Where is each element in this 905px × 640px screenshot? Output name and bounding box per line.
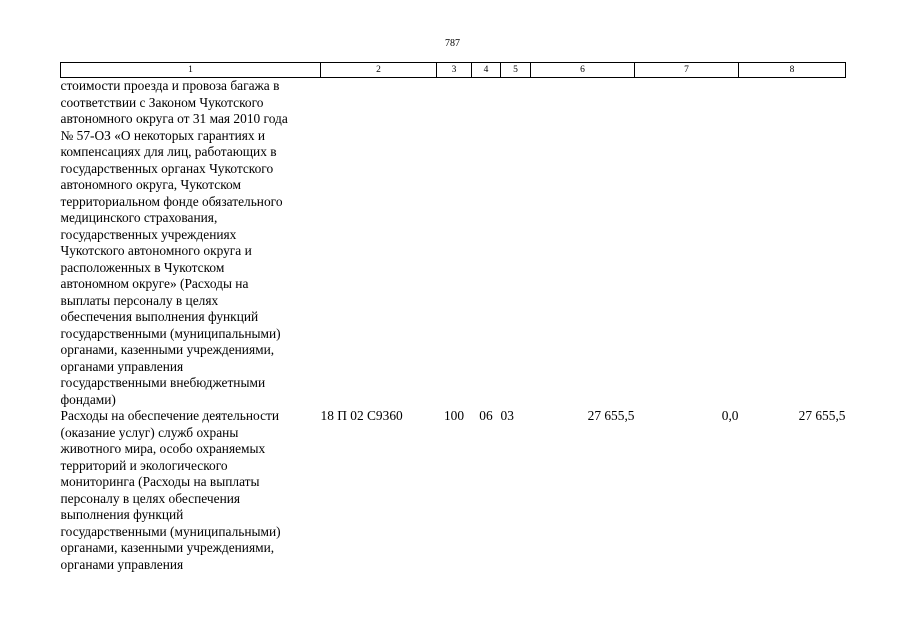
subsection-code bbox=[501, 78, 531, 409]
amount-column-7: 0,0 bbox=[721, 408, 739, 423]
description-line: государственных учреждениях bbox=[60, 226, 237, 242]
description-line: государственными внебюджетными bbox=[60, 375, 266, 390]
table-header-row bbox=[61, 63, 846, 78]
page-number: 787 bbox=[445, 38, 460, 49]
budget-table bbox=[60, 62, 846, 573]
amount-column-6 bbox=[531, 78, 635, 409]
description-line: выплаты персоналу в целях bbox=[60, 292, 219, 308]
column-header-3: 3 bbox=[437, 63, 472, 78]
description-line: Расходы на обеспечение деятельности bbox=[60, 408, 280, 423]
column-header-4: 4 bbox=[472, 63, 501, 78]
description-line: фондами) bbox=[60, 391, 116, 407]
description-line: персоналу в целях обеспечения bbox=[60, 490, 241, 506]
target-article-code bbox=[321, 78, 437, 409]
description-line: медицинского страхования, bbox=[60, 210, 218, 225]
description-line: стоимости проезда и провоза багажа в bbox=[60, 78, 280, 93]
amount-column-7 bbox=[635, 78, 739, 409]
subsection-code: 03 bbox=[500, 408, 514, 423]
column-header-5: 5 bbox=[501, 63, 531, 78]
description-line: мониторинга (Расходы на выплаты bbox=[60, 474, 260, 489]
column-header-6: 6 bbox=[531, 63, 635, 78]
section-code: 06 bbox=[479, 408, 493, 423]
description-line: № 57-ОЗ «О некоторых гарантиях и bbox=[60, 127, 266, 143]
amount-column-8 bbox=[739, 78, 846, 409]
description-line: территорий и экологического bbox=[60, 457, 228, 473]
description-line: соответствии с Законом Чукотского bbox=[60, 94, 264, 110]
section-code bbox=[472, 78, 501, 409]
description-line: органами, казенными учреждениями, bbox=[60, 342, 275, 357]
description-line: органами, казенными учреждениями, bbox=[60, 540, 275, 555]
description-line: государственных органах Чукотского bbox=[60, 160, 274, 176]
description-line: автономного округа, Чукотском bbox=[60, 177, 241, 192]
row-description bbox=[61, 78, 321, 409]
description-line: государственными (муниципальными) bbox=[60, 523, 281, 539]
amount-column-8: 27 655,5 bbox=[798, 408, 846, 423]
description-line: территориальном фонде обязательного bbox=[60, 193, 283, 209]
description-line: органами управления bbox=[60, 358, 184, 374]
description-line: выполнения функций bbox=[60, 507, 184, 522]
description-line: компенсациях для лиц, работающих в bbox=[60, 144, 277, 159]
column-header-2: 2 bbox=[321, 63, 437, 78]
description-line: Чукотского автономного округа и bbox=[60, 243, 252, 258]
table-row bbox=[61, 78, 846, 409]
column-header-8: 8 bbox=[739, 63, 846, 78]
column-header-7: 7 bbox=[635, 63, 739, 78]
column-header-1: 1 bbox=[61, 63, 321, 78]
target-article-code: 18 П 02 С9360 bbox=[320, 408, 403, 423]
description-line: обеспечения выполнения функций bbox=[60, 309, 259, 324]
expense-type-code bbox=[437, 78, 472, 409]
description-line: животного мира, особо охраняемых bbox=[60, 441, 266, 456]
description-line: автономном округе» (Расходы на bbox=[60, 276, 249, 291]
description-line: государственными (муниципальными) bbox=[60, 325, 281, 341]
description-line: органами управления bbox=[60, 556, 184, 572]
amount-column-6: 27 655,5 bbox=[587, 408, 635, 423]
description-line: автономного округа от 31 мая 2010 года bbox=[60, 111, 288, 126]
description-line: (оказание услуг) служб охраны bbox=[60, 424, 239, 440]
row-description bbox=[61, 408, 321, 573]
expense-type-code: 100 bbox=[443, 408, 465, 423]
table-row bbox=[61, 408, 846, 573]
description-line: расположенных в Чукотском bbox=[60, 259, 225, 275]
